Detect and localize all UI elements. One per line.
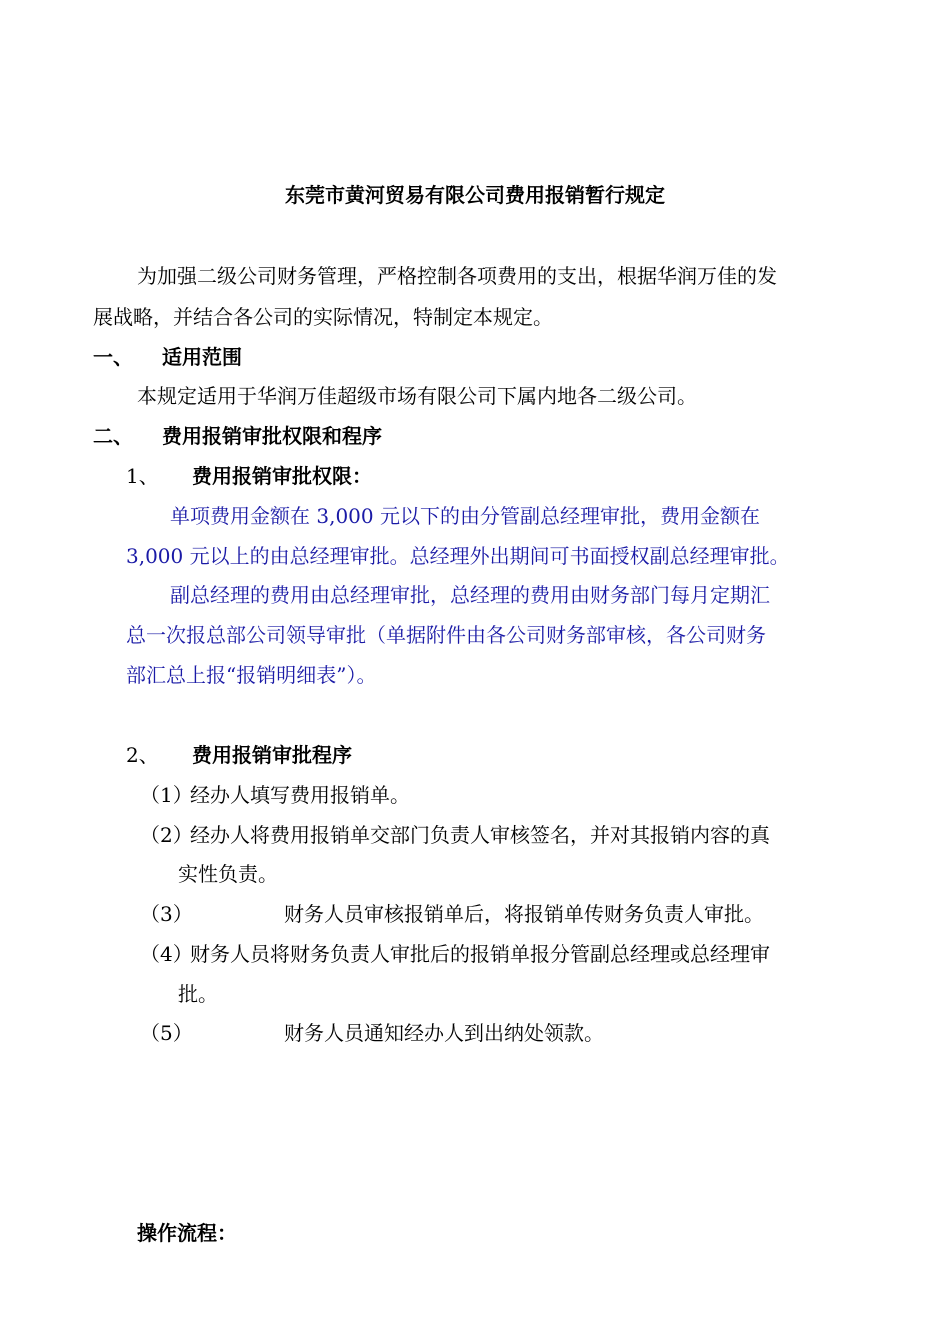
intro-line-2: 展战略，并结合各公司的实际情况，特制定本规定。: [93, 305, 553, 329]
step-3-line-1: 财务人员审核报销单后，将报销单传财务负责人审批。: [284, 902, 764, 926]
step-4-number: （4）: [140, 942, 193, 966]
document-title: 东莞市黄河贸易有限公司费用报销暂行规定: [285, 183, 665, 207]
sub1-para2-line-3: 部汇总上报“报销明细表”）。: [126, 663, 377, 687]
sub2-heading: 费用报销审批程序: [192, 743, 352, 767]
step-4-line-2: 批。: [178, 982, 218, 1006]
step-2-line-1: 经办人将费用报销单交部门负责人审核签名，并对其报销内容的真: [190, 823, 770, 847]
sub1-heading: 费用报销审批权限：: [192, 464, 372, 488]
section2-heading: 费用报销审批权限和程序: [162, 424, 382, 448]
step-3-number: （3）: [140, 902, 193, 926]
section2-number: 二、: [93, 424, 133, 448]
operation-flow-heading: 操作流程：: [137, 1221, 237, 1245]
section1-number: 一、: [93, 345, 133, 369]
sub1-para2-line-2: 总一次报总部公司领导审批（单据附件由各公司财务部审核，各公司财务: [126, 623, 766, 647]
step-2-number: （2）: [140, 823, 193, 847]
step-5-line-1: 财务人员通知经办人到出纳处领款。: [284, 1021, 604, 1045]
sub1-para1-line-1: 单项费用金额在 3,000 元以下的由分管副总经理审批，费用金额在: [170, 504, 760, 528]
sub1-para2-line-1: 副总经理的费用由总经理审批，总经理的费用由财务部门每月定期汇: [170, 583, 770, 607]
sub2-number: 2、: [126, 743, 159, 767]
step-2-line-2: 实性负责。: [178, 862, 278, 886]
step-1-number: （1）: [140, 783, 193, 807]
section1-heading: 适用范围: [162, 345, 242, 369]
section1-body: 本规定适用于华润万佳超级市场有限公司下属内地各二级公司。: [137, 384, 697, 408]
step-4-line-1: 财务人员将财务负责人审批后的报销单报分管副总经理或总经理审: [190, 942, 770, 966]
sub1-para1-line-2: 3,000 元以上的由总经理审批。总经理外出期间可书面授权副总经理审批。: [126, 544, 790, 568]
step-1-line-1: 经办人填写费用报销单。: [190, 783, 410, 807]
sub1-number: 1、: [126, 464, 159, 488]
intro-line-1: 为加强二级公司财务管理，严格控制各项费用的支出，根据华润万佳的发: [137, 264, 777, 288]
step-5-number: （5）: [140, 1021, 193, 1045]
